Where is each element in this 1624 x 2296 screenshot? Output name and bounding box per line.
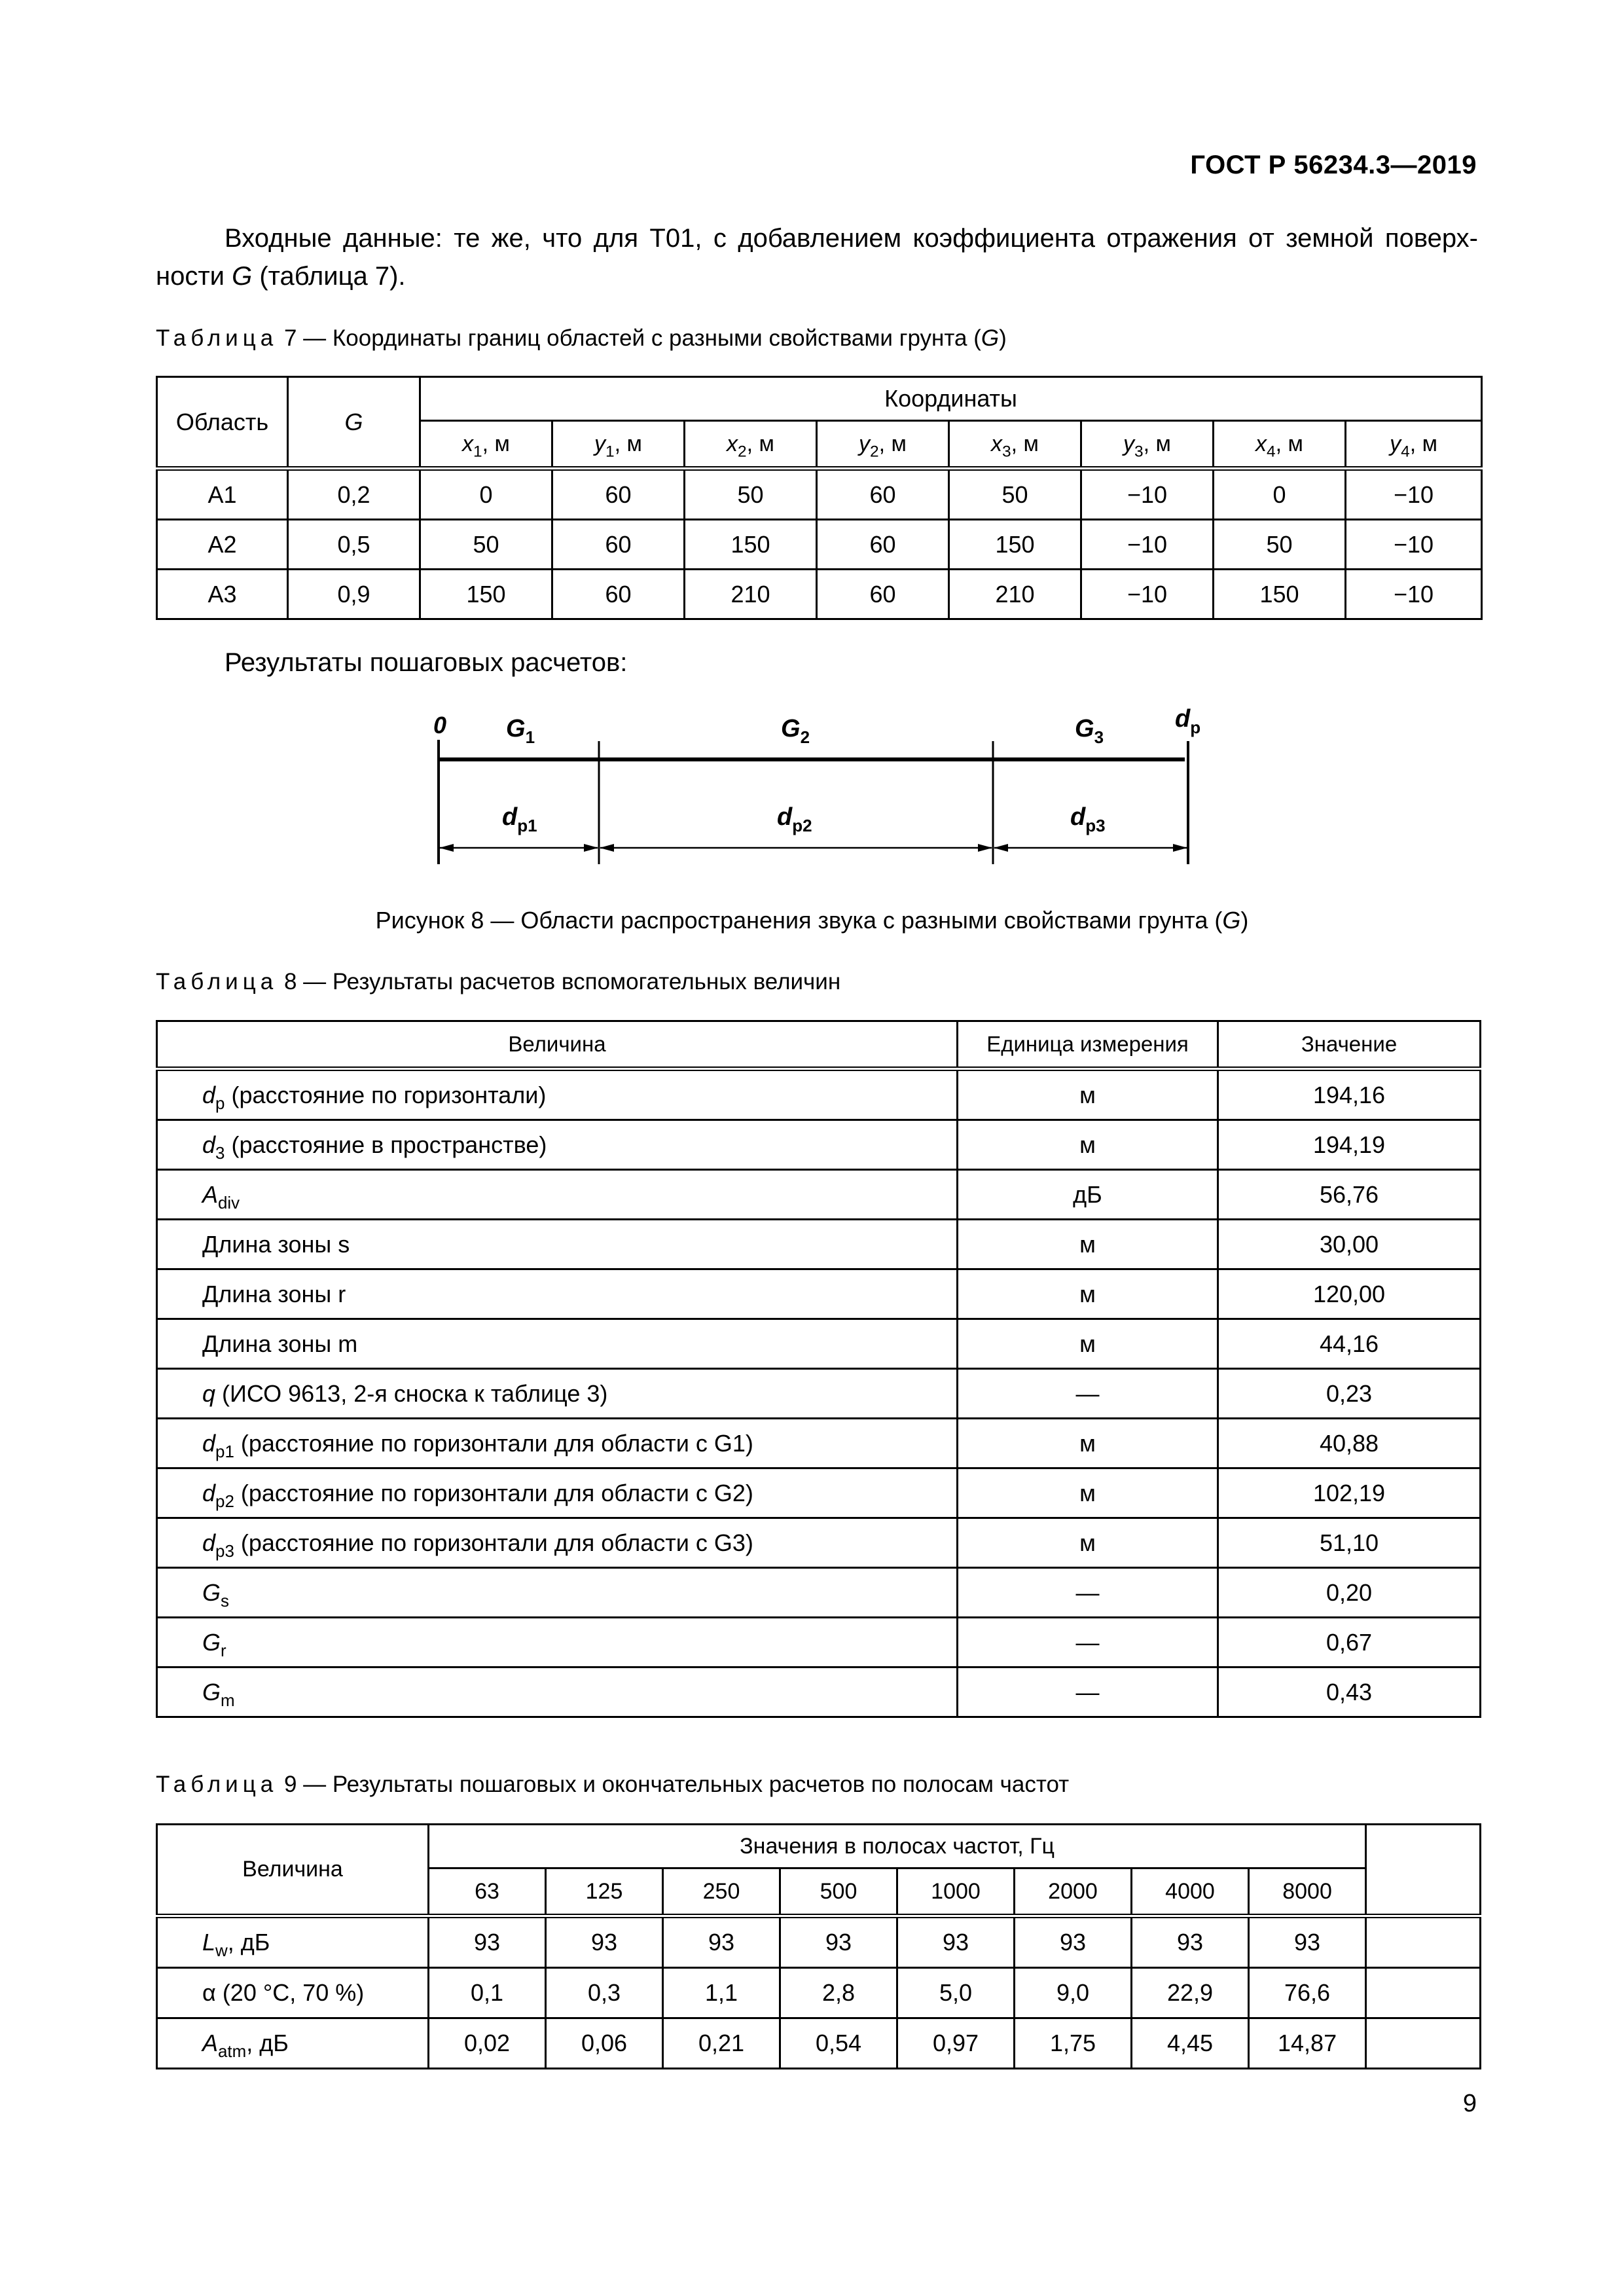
table9-value-cell: 93 xyxy=(1015,1916,1132,1968)
table8-caption-word: Таблица xyxy=(156,969,278,994)
page-number: 9 xyxy=(1462,2090,1477,2117)
table9-value-cell: 93 xyxy=(546,1916,663,1968)
table8-unit-cell: — xyxy=(958,1568,1218,1618)
table8-row xyxy=(157,1518,1481,1568)
table8-unit-cell: м xyxy=(958,1220,1218,1269)
table8-row xyxy=(157,1568,1481,1618)
table8-value-cell: 40,88 xyxy=(1218,1419,1481,1468)
table8-quantity-cell: $d_{p2}$ (расстояние по горизонтали для области с G2) xyxy=(157,1468,958,1518)
table7-cell: 60 xyxy=(817,570,949,619)
table7-caption-text: 7 — Координаты границ областей с разными свойствами грунта ( xyxy=(278,325,981,351)
table7-cell: −10 xyxy=(1346,520,1482,570)
table9-band-header: 63 xyxy=(429,1868,546,1916)
table7-cell: 50 xyxy=(949,469,1081,520)
table8-quantity-cell: q (ИСО 9613, 2-я сноска к таблице 3) xyxy=(157,1369,958,1419)
figure8-label-g3: $G_3$ xyxy=(1075,715,1104,747)
table7-coord-header: $x_2$, м xyxy=(685,421,817,469)
table8-header-value: Значение xyxy=(1218,1021,1481,1069)
table7-cell: 50 xyxy=(685,469,817,520)
table7-cell: −10 xyxy=(1346,469,1482,520)
table9-value-cell: 4,45 xyxy=(1132,2018,1249,2069)
table8-unit-cell: м xyxy=(958,1518,1218,1568)
table8-header-quantity: Величина xyxy=(157,1021,958,1069)
table9-header-bands: Значения в полосах частот, Гц xyxy=(429,1825,1366,1868)
figure8-label-dp1: $d_{p1}$ xyxy=(502,803,537,835)
table9-header-quantity: Величина xyxy=(157,1825,429,1916)
table9-caption-text: 9 — Результаты пошаговых и окончательных расчетов по полосам частот xyxy=(278,1772,1070,1797)
table7-cell: A1 xyxy=(157,469,288,520)
table8-quantity-cell: $G_s$ xyxy=(157,1568,958,1618)
figure8-diagram xyxy=(419,707,1218,884)
table9-value-cell: 0,54 xyxy=(780,2018,897,2069)
figure8-caption-end: ) xyxy=(1240,907,1249,934)
table7-cell: −10 xyxy=(1346,570,1482,619)
table9-header-empty xyxy=(1366,1825,1481,1916)
table9-band-header: 4000 xyxy=(1132,1868,1249,1916)
table8-row xyxy=(157,1419,1481,1468)
table9-value-cell: 93 xyxy=(1249,1916,1366,1968)
table8-quantity-cell: $G_r$ xyxy=(157,1618,958,1667)
table8-value-cell: 44,16 xyxy=(1218,1319,1481,1369)
table8-header-unit: Единица измерения xyxy=(958,1021,1218,1069)
table9-value-cell: 1,75 xyxy=(1015,2018,1132,2069)
table8-unit-cell: дБ xyxy=(958,1170,1218,1220)
table9-band-header: 2000 xyxy=(1015,1868,1132,1916)
table7-cell: 0 xyxy=(1214,469,1346,520)
results-heading: Результаты пошаговых расчетов: xyxy=(225,648,628,677)
table7-cell: 150 xyxy=(685,520,817,570)
table7-cell: −10 xyxy=(1081,520,1214,570)
table9-value-cell: 76,6 xyxy=(1249,1968,1366,2018)
figure8-label-dp: $d_p$ xyxy=(1175,707,1201,737)
table7-coord-header: $y_4$, м xyxy=(1346,421,1482,469)
table9-value-cell: 0,3 xyxy=(546,1968,663,2018)
table7-row xyxy=(157,469,1482,520)
table8-unit-cell: м xyxy=(958,1069,1218,1120)
table7-coord-header: $y_3$, м xyxy=(1081,421,1214,469)
table7-coord-header: $y_2$, м xyxy=(817,421,949,469)
table8-unit-cell: м xyxy=(958,1419,1218,1468)
table8-row xyxy=(157,1618,1481,1667)
table8-value-cell: 0,23 xyxy=(1218,1369,1481,1419)
figure8-caption-symbol: G xyxy=(1222,907,1241,934)
table8-row xyxy=(157,1170,1481,1220)
intro-symbol: G xyxy=(232,262,253,291)
figure8-label-dp3: $d_{p3}$ xyxy=(1070,803,1106,835)
table9-value-cell: 5,0 xyxy=(897,1968,1015,2018)
table7-cell: A3 xyxy=(157,570,288,619)
table9-value-cell: 0,21 xyxy=(663,2018,780,2069)
table9-value-cell: 93 xyxy=(429,1916,546,1968)
table7-header-coords: Координаты xyxy=(420,377,1482,421)
figure8-label-dp2: $d_{p2}$ xyxy=(777,803,812,835)
figure8-label-g2: $G_2$ xyxy=(781,715,810,747)
table7-coord-header: $x_3$, м xyxy=(949,421,1081,469)
table7-cell: 50 xyxy=(1214,520,1346,570)
table8-unit-cell: м xyxy=(958,1269,1218,1319)
table7-coord-header: $y_1$, м xyxy=(552,421,685,469)
table8-caption-text: 8 — Результаты расчетов вспомогательных величин xyxy=(278,969,841,994)
table9-row xyxy=(157,1968,1481,2018)
table8-value-cell: 0,43 xyxy=(1218,1667,1481,1717)
table9-quantity-cell: α (20 °C, 70 %) xyxy=(157,1968,429,2018)
table7-cell: 0,9 xyxy=(288,570,420,619)
table7-cell: 60 xyxy=(817,520,949,570)
table7-cell: 210 xyxy=(949,570,1081,619)
table7-cell: 60 xyxy=(817,469,949,520)
table9-empty-cell xyxy=(1366,2018,1481,2069)
table8-unit-cell: м xyxy=(958,1120,1218,1170)
table7-caption-word: Таблица xyxy=(156,325,278,351)
table7-cell: 60 xyxy=(552,469,685,520)
table8-row xyxy=(157,1369,1481,1419)
table7-cell: −10 xyxy=(1081,469,1214,520)
table9-value-cell: 0,97 xyxy=(897,2018,1015,2069)
table9-value-cell: 14,87 xyxy=(1249,2018,1366,2069)
table7-cell: 60 xyxy=(552,520,685,570)
table9-caption-word: Таблица xyxy=(156,1772,278,1797)
table8-unit-cell: м xyxy=(958,1319,1218,1369)
table8-value-cell: 0,20 xyxy=(1218,1568,1481,1618)
table8-caption xyxy=(156,969,840,995)
table9-value-cell: 2,8 xyxy=(780,1968,897,2018)
table8-value-cell: 102,19 xyxy=(1218,1468,1481,1518)
table9-empty-cell xyxy=(1366,1916,1481,1968)
table8-quantity-cell: Длина зоны r xyxy=(157,1269,958,1319)
table9-value-cell: 1,1 xyxy=(663,1968,780,2018)
table7-cell: 150 xyxy=(949,520,1081,570)
intro-text-after: (таблица 7). xyxy=(252,262,406,291)
table8-quantity-cell: $d_{p3}$ (расстояние по горизонтали для области с G3) xyxy=(157,1518,958,1568)
table7-cell: 0,5 xyxy=(288,520,420,570)
table7-cell: 0,2 xyxy=(288,469,420,520)
table8-quantity-cell: Длина зоны m xyxy=(157,1319,958,1369)
table7-caption xyxy=(156,325,1007,352)
table7-cell: 150 xyxy=(1214,570,1346,619)
table8-unit-cell: — xyxy=(958,1369,1218,1419)
table8-row xyxy=(157,1269,1481,1319)
table8-row xyxy=(157,1667,1481,1717)
intro-text-before: Входные данные: те же, что для Т01, с добавлением коэффициента отражения от земной поверхности xyxy=(156,224,1478,291)
table9-band-header: 125 xyxy=(546,1868,663,1916)
table9-quantity-cell: $L_w$, дБ xyxy=(157,1916,429,1968)
table8-value-cell: 194,19 xyxy=(1218,1120,1481,1170)
table8-quantity-cell: $A_{div}$ xyxy=(157,1170,958,1220)
table8-quantity-cell: $G_m$ xyxy=(157,1667,958,1717)
table8-row xyxy=(157,1120,1481,1170)
table9-value-cell: 93 xyxy=(780,1916,897,1968)
table7-coord-header: $x_4$, м xyxy=(1214,421,1346,469)
table8-quantity-cell: $d_3$ (расстояние в пространстве) xyxy=(157,1120,958,1170)
table7-cell: 210 xyxy=(685,570,817,619)
table7 xyxy=(156,376,1483,620)
table9-empty-cell xyxy=(1366,1968,1481,2018)
table9-value-cell: 93 xyxy=(1132,1916,1249,1968)
table7-cell: −10 xyxy=(1081,570,1214,619)
table9-caption xyxy=(156,1772,1069,1798)
table7-cell: 50 xyxy=(420,520,552,570)
intro-paragraph xyxy=(156,219,1478,295)
table8-row xyxy=(157,1069,1481,1120)
table9-band-header: 500 xyxy=(780,1868,897,1916)
figure8-label-g1: $G_1$ xyxy=(506,715,535,747)
table8-value-cell: 56,76 xyxy=(1218,1170,1481,1220)
table9-value-cell: 9,0 xyxy=(1015,1968,1132,2018)
table9-band-header: 250 xyxy=(663,1868,780,1916)
table8-value-cell: 51,10 xyxy=(1218,1518,1481,1568)
table9-value-cell: 93 xyxy=(663,1916,780,1968)
table8-row xyxy=(157,1220,1481,1269)
table8-quantity-cell: $d_p$ (расстояние по горизонтали) xyxy=(157,1069,958,1120)
table8-quantity-cell: $d_{p1}$ (расстояние по горизонтали для области с G1) xyxy=(157,1419,958,1468)
table9-value-cell: 0,02 xyxy=(429,2018,546,2069)
table7-cell: 0 xyxy=(420,469,552,520)
table9-value-cell: 93 xyxy=(897,1916,1015,1968)
table8-value-cell: 194,16 xyxy=(1218,1069,1481,1120)
table9-row xyxy=(157,2018,1481,2069)
table7-coord-header: $x_1$, м xyxy=(420,421,552,469)
table9-row xyxy=(157,1916,1481,1968)
table8-row xyxy=(157,1319,1481,1369)
figure8-caption xyxy=(0,907,1624,934)
table7-caption-symbol: G xyxy=(981,325,1000,351)
table8-unit-cell: м xyxy=(958,1468,1218,1518)
table7-row xyxy=(157,520,1482,570)
table9 xyxy=(156,1823,1481,2069)
table8-value-cell: 0,67 xyxy=(1218,1618,1481,1667)
table8-unit-cell: — xyxy=(958,1667,1218,1717)
figure8-label-zero: 0 xyxy=(433,712,447,738)
table8-value-cell: 30,00 xyxy=(1218,1220,1481,1269)
table7-header-g: G xyxy=(288,377,420,469)
figure8-caption-text: Рисунок 8 — Области распространения звука с разными свойствами грунта ( xyxy=(375,907,1223,934)
table9-band-header: 8000 xyxy=(1249,1868,1366,1916)
table8-unit-cell: — xyxy=(958,1618,1218,1667)
table9-quantity-cell: $A_{atm}$, дБ xyxy=(157,2018,429,2069)
table7-header-area: Область xyxy=(157,377,288,469)
table7-cell: 150 xyxy=(420,570,552,619)
table9-value-cell: 0,06 xyxy=(546,2018,663,2069)
table8-quantity-cell: Длина зоны s xyxy=(157,1220,958,1269)
table7-cell: A2 xyxy=(157,520,288,570)
table9-band-header: 1000 xyxy=(897,1868,1015,1916)
table8-row xyxy=(157,1468,1481,1518)
table9-value-cell: 22,9 xyxy=(1132,1968,1249,2018)
table9-value-cell: 0,1 xyxy=(429,1968,546,2018)
table7-row xyxy=(157,570,1482,619)
table7-cell: 60 xyxy=(552,570,685,619)
table8 xyxy=(156,1020,1481,1718)
table7-caption-end: ) xyxy=(999,325,1007,351)
document-standard-number: ГОСТ Р 56234.3—2019 xyxy=(1190,151,1477,179)
table8-value-cell: 120,00 xyxy=(1218,1269,1481,1319)
